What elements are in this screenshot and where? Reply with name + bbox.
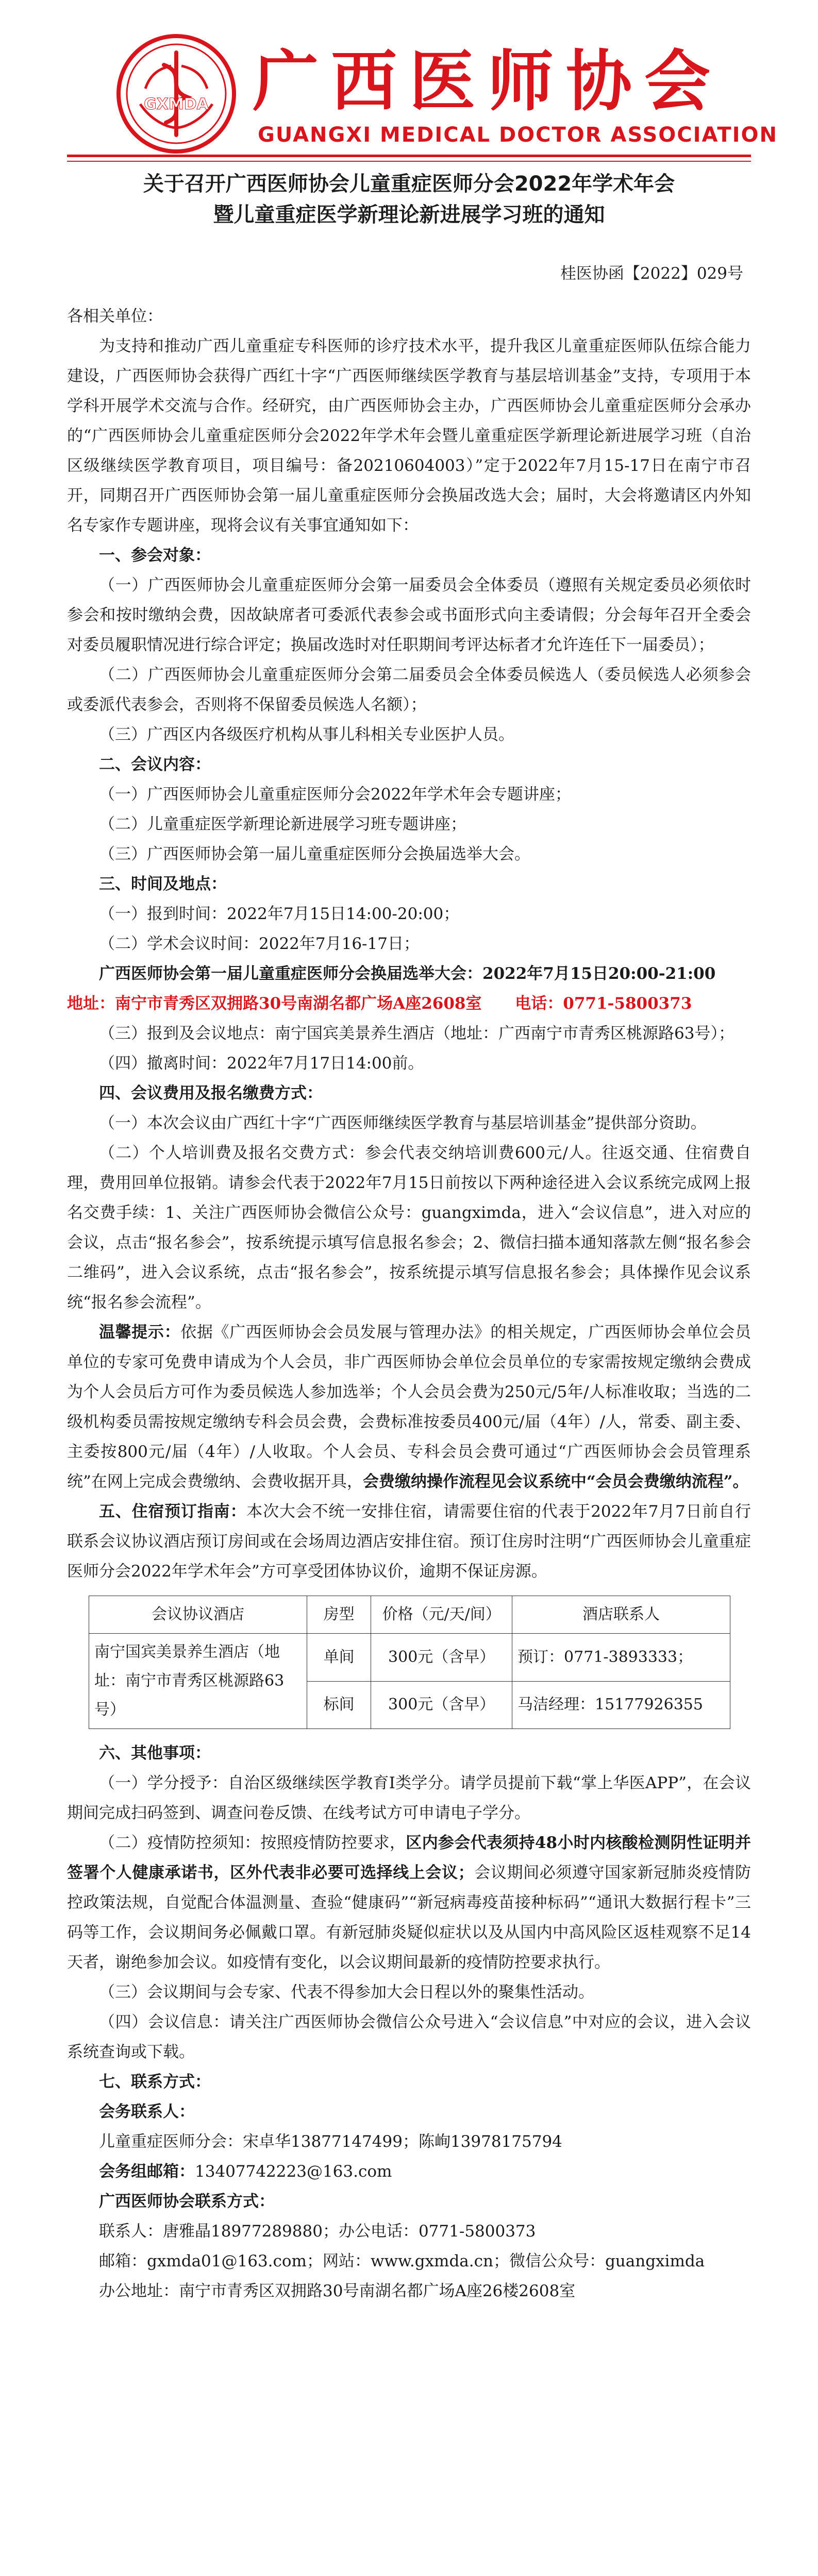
other-item-covid xyxy=(67,1828,751,1977)
table-row xyxy=(89,1634,730,1682)
election-address: 地址：南宁市青秀区双拥路30号南湖名都广场A座2608室 xyxy=(67,994,482,1013)
time-item: （四）撤离时间：2022年7月17日14:00前。 xyxy=(99,1054,424,1073)
price-cell: 300元（含早） xyxy=(371,1681,512,1729)
salutation: 各相关单位： xyxy=(67,307,163,326)
meeting-email-label: 会务组邮箱： xyxy=(99,2162,195,2181)
tip-bold-end: 会费缴纳操作流程见会议系统中“会员会费缴纳流程”。 xyxy=(362,1472,749,1491)
time-item: （三）报到及会议地点：南宁国宾美景养生酒店（地址：广西南宁市青秀区桃源路63号）； xyxy=(99,1024,734,1043)
election-meeting-time: 广西医师协会第一届儿童重症医师分会换届选举大会：2022年7月15日20:00-21:00 xyxy=(99,964,716,983)
fees-tip xyxy=(67,1317,751,1497)
org-name-english: GUANGXI MEDICAL DOCTOR ASSOCIATION xyxy=(258,123,778,147)
intro-paragraph: 为支持和推动广西儿童重症专科医师的诊疗技术水平，提升我区儿童重症医师队伍综合能力建设，广西医师协会获得广西红十字“广西医师继续医学教育与基层培训基金”支持，专项用于本学科开展学术交流与合作。经研究，由广西医师协会主办，广西医师协会儿童重症医师分会承办的“广西医师协会儿童重症医师分会2022年学术年会暨儿童重症医学新理论新进展学习班（自治区级继续医学教育项目，项目编号：备20210604003）”定于2022年7月15-17日在南宁市召开，同期召开广西医师协会第一届儿童重症医师分会换届改选大会；届时，大会将邀请区内外知名专家作专题讲座，现将会议有关事宜通知如下： xyxy=(67,337,751,535)
table-header-row xyxy=(89,1596,730,1634)
section-heading-content: 二、会议内容： xyxy=(99,755,211,774)
table-header: 酒店联系人 xyxy=(512,1596,730,1634)
attendees-item: （三）广西区内各级医疗机构从事儿科相关专业医护人员。 xyxy=(99,725,514,744)
attendees-item: （二）广西医师协会儿童重症医师分会第二届委员会全体委员候选人（委员候选人必须参会或委派代表参会，否则将不保留委员候选人名额）； xyxy=(67,666,751,714)
table-header: 房型 xyxy=(307,1596,371,1634)
time-item: （一）报到时间：2022年7月15日14:00-20:00； xyxy=(99,905,460,923)
fees-item: （二）个人培训费及报名交费方式：参会代表交纳培训费600元/人。往返交通、住宿费自理，费用回单位报销。请参会代表于2022年7月15日前按以下两种途径进入会议系统完成网上报名交费手续：1、关注广西医师协会微信公众号：guangximda，进入“会议信息”，进入对应的会议，点击“报名参会”，按系统提示填写信息报名参会；2、微信扫描本通知落款左侧“报名参会二维码”，进入会议系统，点击“报名参会”，按系统提示填写信息报名参会；具体操作见会议系统“报名参会流程”。 xyxy=(67,1144,751,1312)
content-item: （三）广西医师协会第一届儿童重症医师分会换届选举大会。 xyxy=(99,845,530,863)
hotel-table xyxy=(89,1596,730,1729)
table-header: 价格（元/天/间） xyxy=(371,1596,512,1634)
branch-contact: 儿童重症医师分会：宋卓华13877147499；陈峋13978175794 xyxy=(99,2132,562,2151)
association-address: 办公地址：南宁市青秀区双拥路30号南湖名都广场A座26楼2608室 xyxy=(99,2282,576,2300)
notice-title-line-2: 暨儿童重症医学新理论新进展学习班的通知 xyxy=(213,203,605,227)
org-name: 广西医师协会 xyxy=(253,43,723,120)
accommodation-paragraph xyxy=(67,1497,751,1586)
contact-cell: 预订：0771-3893333； xyxy=(512,1634,730,1682)
header-rule-thin xyxy=(67,161,751,162)
content-item: （一）广西医师协会儿童重症医师分会2022年学术年会专题讲座； xyxy=(99,785,571,804)
section-heading-attendees: 一、参会对象： xyxy=(99,546,211,565)
price-cell: 300元（含早） xyxy=(371,1634,512,1682)
document-number: 桂医协函【2022】029号 xyxy=(560,264,743,283)
section-heading-accommodation: 五、住宿预订指南： xyxy=(99,1502,247,1521)
accommodation-text: 本次大会不统一安排住宿，请需要住宿的代表于2022年7月7日前自行联系会议协议酒店预订房间或在会场周边酒店安排住宿。预订住房时注明“广西医师协会儿童重症医师分会2022年学术年会”方可享受团体协议价，逾期不保证房源。 xyxy=(67,1502,751,1581)
notice-body xyxy=(67,301,751,2306)
section-heading-time-place: 三、时间及地点： xyxy=(99,875,227,893)
election-meeting-location xyxy=(67,989,751,1019)
section-heading-contact: 七、联系方式： xyxy=(99,2073,211,2091)
contact-subheading: 会务联系人： xyxy=(99,2103,195,2121)
attendees-item: （一）广西医师协会儿童重症医师分会第一届委员会全体委员（遵照有关规定委员必须依时参会和按时缴纳会费，因故缺席者可委派代表参会或书面形式向主委请假；分会每年召开全委会对委员履职情况进行综合评定；换届改选时对任职期间考评达标者才允许连任下一届委员）； xyxy=(67,576,751,654)
time-item: （二）学术会议时间：2022年7月16-17日； xyxy=(99,935,420,953)
letterhead xyxy=(0,26,818,155)
contact-subheading: 广西医师协会联系方式： xyxy=(99,2192,275,2211)
content-item: （二）儿童重症医学新理论新进展学习班专题讲座； xyxy=(99,815,466,834)
covid-text-b: 会议期间必须遵守国家新冠肺炎疫情防控政策法规，自觉配合体温测量、查验“健康码”“新冠病毒疫苗接种标码”“通讯大数据行程卡”三码等工作，会议期间务必佩戴口罩。有新冠肺炎疑似症状以及从国内中高风险区返桂观察不足14天者，谢绝参加会议。如疫情有变化，以会议期间最新的疫情防控要求执行。 xyxy=(67,1863,752,1972)
meeting-email-line xyxy=(67,2157,751,2187)
other-item: （一）学分授予：自治区级继续医学教育I类学分。请学员提前下载“掌上华医APP”，在会议期间完成扫码签到、调查问卷反馈、在线考试方可申请电子学分。 xyxy=(67,1774,751,1822)
election-phone: 电话：0771-5800373 xyxy=(515,994,692,1013)
room-type-cell: 单间 xyxy=(307,1634,371,1682)
fees-item: （一）本次会议由广西红十字“广西医师继续医学教育与基层培训基金”提供部分资助。 xyxy=(99,1114,707,1132)
covid-bold: 区内参会代表须持48小时内核酸检测阴性证明并签署个人健康承诺书，区外代表非必要可选择线上会议； xyxy=(67,1834,751,1882)
header-rule-thick xyxy=(67,155,751,157)
association-logo xyxy=(114,32,238,156)
association-contact: 联系人：唐雅晶18977289880；办公电话：0771-5800373 xyxy=(99,2222,536,2241)
contact-cell: 马洁经理：15177926355 xyxy=(512,1681,730,1729)
room-type-cell: 标间 xyxy=(307,1681,371,1729)
other-item: （四）会议信息：请关注广西医师协会微信公众号进入“会议信息”中对应的会议，进入会议系统查询或下载。 xyxy=(67,2013,751,2061)
meeting-email: 13407742223@163.com xyxy=(195,2162,392,2181)
covid-text-a: （二）疫情防控须知：按照疫情防控要求， xyxy=(99,1834,406,1852)
section-heading-other: 六、其他事项： xyxy=(99,1744,211,1762)
other-item: （三）会议期间与会专家、代表不得参加大会日程以外的聚集性活动。 xyxy=(99,1983,594,2002)
section-heading-fees: 四、会议费用及报名缴费方式： xyxy=(99,1084,323,1103)
table-header: 会议协议酒店 xyxy=(89,1596,307,1634)
tip-text: 依据《广西医师协会会员发展与管理办法》的相关规定，广西医师协会单位会员单位的专家可免费申请成为个人会员，非广西医师协会单位会员单位的专家需按规定缴纳会费成为个人会员后方可作为委员候选人参加选举；个人会员会费为250元/5年/人标准收取；当选的二级机构委员需按规定缴纳专科会员会费，会费标准按委员400元/届（4年）/人，常委、副主委、主委按800元/届（4年）/人收取。个人会员、专科会员会费可通过“广西医师协会会员管理系统”在网上完成会费缴纳、会费收据开具， xyxy=(67,1323,752,1491)
hotel-name-cell: 南宁国宾美景养生酒店（地址：南宁市青秀区桃源路63号） xyxy=(89,1634,307,1729)
tip-label: 温馨提示： xyxy=(99,1323,181,1342)
svg-text:GXMDA: GXMDA xyxy=(144,95,209,113)
notice-title-line-1: 关于召开广西医师协会儿童重症医师分会2022年学术年会 xyxy=(143,172,675,196)
association-email-web: 邮箱：gxmda01@163.com；网站：www.gxmda.cn；微信公众号：guangximda xyxy=(99,2252,705,2270)
